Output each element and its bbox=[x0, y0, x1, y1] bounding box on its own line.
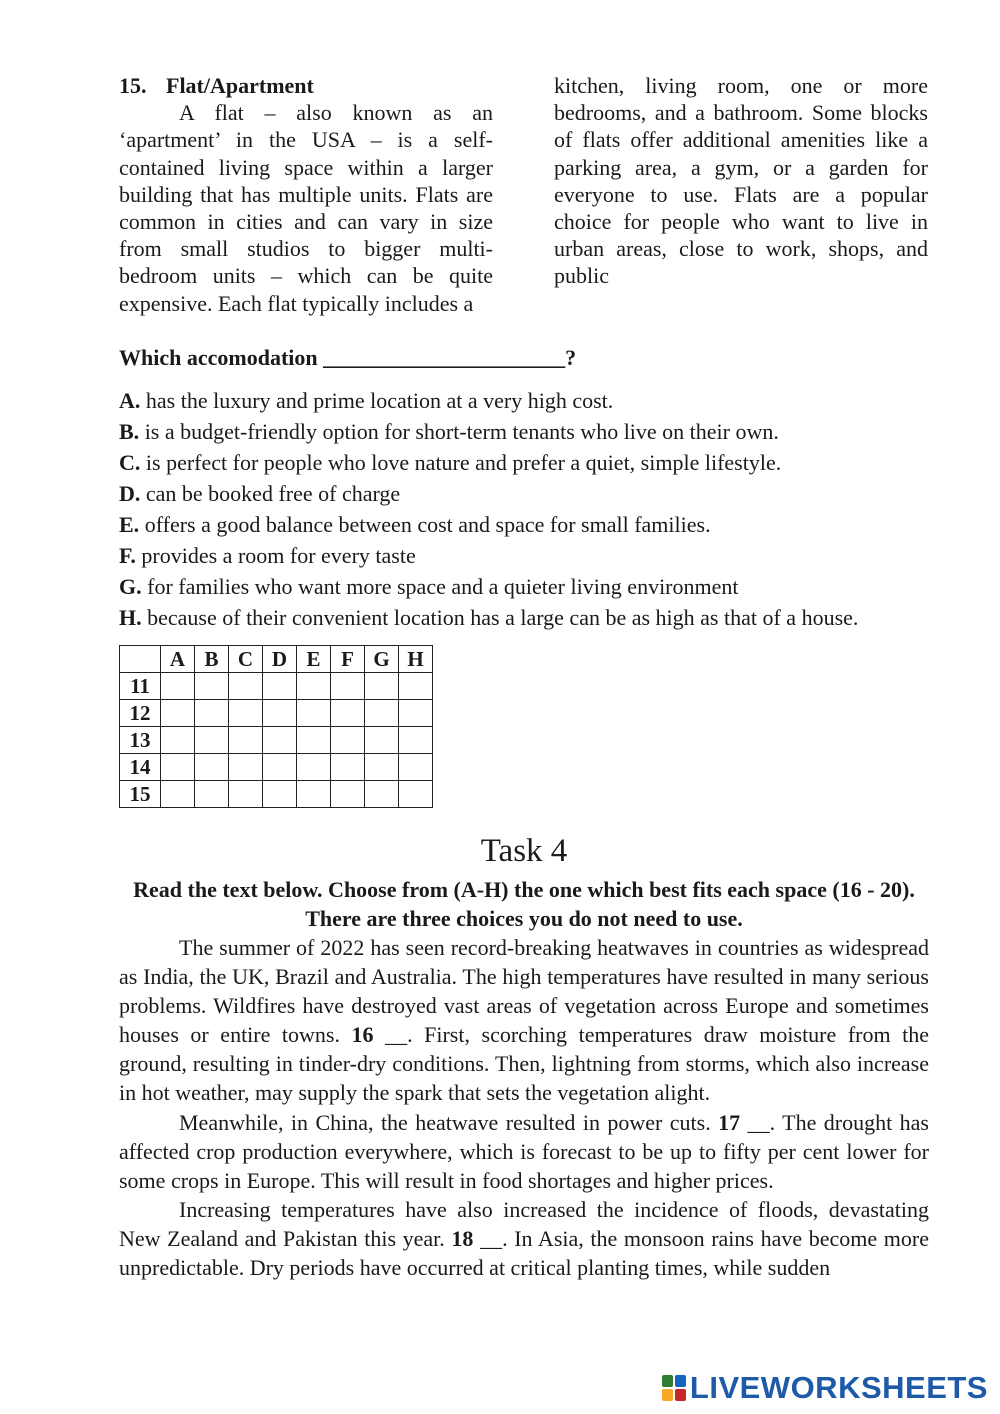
grid-answer-cell[interactable] bbox=[161, 673, 195, 700]
grid-column-header: B bbox=[195, 646, 229, 673]
paragraph-text: Increasing temperatures have also increased the incidence of floods, devastating New Zealand and Pakistan this year. bbox=[119, 1196, 929, 1251]
grid-column-header: E bbox=[297, 646, 331, 673]
logo-text: LIVEWORKSHEETS bbox=[689, 1370, 988, 1405]
grid-column-header: H bbox=[399, 646, 433, 673]
grid-answer-cell[interactable] bbox=[161, 727, 195, 754]
section-number: 15. bbox=[119, 73, 147, 98]
grid-answer-cell[interactable] bbox=[297, 781, 331, 808]
grid-answer-cell[interactable] bbox=[161, 700, 195, 727]
option-b bbox=[119, 417, 939, 448]
grid-row-header: 12 bbox=[120, 700, 161, 727]
grid-answer-cell[interactable] bbox=[365, 754, 399, 781]
task-instructions: Read the text below. Choose from (A-H) the one which best fits each space (16 - 20). There are three choices you do not need to use. bbox=[133, 877, 915, 931]
section-heading bbox=[119, 72, 493, 99]
option-text: offers a good balance between cost and space for small families. bbox=[139, 512, 711, 537]
grid-answer-cell[interactable] bbox=[399, 727, 433, 754]
grid-answer-cell[interactable] bbox=[263, 700, 297, 727]
grid-row bbox=[120, 673, 433, 700]
option-letter: A. bbox=[119, 388, 141, 413]
section-paragraph-right: kitchen, living room, one or more bedrooms, and a bathroom. Some blocks of flats offer additional amenities like a parking area, a gym, or a garden for everyone to use. Flats are a popular choice for people who want to live in urban areas, close to work, shops, and public bbox=[554, 73, 928, 289]
grid-answer-cell[interactable] bbox=[229, 727, 263, 754]
section-15-left-column bbox=[119, 72, 493, 317]
paragraph-text: The summer of 2022 has seen record-breaking heatwaves in countries as widespread as India, the UK, Brazil and Australia. The high temperatures have resulted in many serious problems. Wildfires have destroyed vast areas of vegetation across Europe and sometimes houses or entire towns. bbox=[119, 935, 929, 1048]
grid-answer-cell[interactable] bbox=[331, 673, 365, 700]
option-letter: G. bbox=[119, 574, 142, 599]
grid-row bbox=[120, 727, 433, 754]
logo-square-blue bbox=[675, 1375, 686, 1387]
grid-answer-cell[interactable] bbox=[399, 673, 433, 700]
grid-row-header: 15 bbox=[120, 781, 161, 808]
grid-column-header: A bbox=[161, 646, 195, 673]
grid-answer-cell[interactable] bbox=[161, 754, 195, 781]
grid-answer-cell[interactable] bbox=[263, 673, 297, 700]
grid-row-header: 11 bbox=[120, 673, 161, 700]
grid-answer-cell[interactable] bbox=[331, 781, 365, 808]
question-stem: Which accomodation ______________________? bbox=[119, 345, 577, 370]
grid-answer-cell[interactable] bbox=[229, 673, 263, 700]
option-letter: H. bbox=[119, 605, 142, 630]
option-h bbox=[119, 603, 939, 634]
paragraph-text: . In Asia, the monsoon rains have become more unpredictable. Dry periods have occurred at critical planting times, while sudden bbox=[119, 1225, 929, 1281]
option-text: is perfect for people who love nature and prefer a quiet, simple lifestyle. bbox=[140, 450, 782, 475]
option-letter: B. bbox=[119, 419, 140, 444]
grid-column-header: G bbox=[365, 646, 399, 673]
gap-16-number: 16 bbox=[351, 1022, 374, 1048]
grid-row bbox=[120, 781, 433, 808]
option-letter: E. bbox=[119, 512, 140, 537]
grid-answer-cell[interactable] bbox=[297, 673, 331, 700]
gap-18-number: 18 bbox=[451, 1225, 474, 1251]
grid-answer-cell[interactable] bbox=[195, 781, 229, 808]
paragraph-1 bbox=[119, 933, 929, 1108]
gap-16-blank[interactable]: __ bbox=[385, 1022, 408, 1048]
option-text: for families who want more space and a quieter living environment bbox=[141, 574, 739, 599]
option-c bbox=[119, 448, 939, 479]
grid-answer-cell[interactable] bbox=[297, 727, 331, 754]
grid-answer-cell[interactable] bbox=[195, 727, 229, 754]
grid-answer-cell[interactable] bbox=[331, 700, 365, 727]
answer-grid bbox=[119, 645, 433, 808]
grid-answer-cell[interactable] bbox=[399, 754, 433, 781]
section-paragraph-left: A flat – also known as an ‘apartment’ in the USA – is a self-contained living space within a larger building that has multiple units. Flats are common in cities and can vary in size from small studios to bigger multi-bedroom units – which can be quite expensive. Each flat typically includes a bbox=[119, 100, 493, 316]
logo-square-yellow bbox=[662, 1389, 673, 1401]
option-text: because of their convenient location has a large can be as high as that of a house. bbox=[141, 605, 859, 630]
grid-answer-cell[interactable] bbox=[365, 781, 399, 808]
section-title: Flat/Apartment bbox=[166, 73, 314, 98]
grid-answer-cell[interactable] bbox=[195, 754, 229, 781]
grid-answer-cell[interactable] bbox=[229, 754, 263, 781]
option-text: can be booked free of charge bbox=[140, 481, 401, 506]
logo-square-green bbox=[662, 1375, 673, 1387]
option-g bbox=[119, 572, 939, 603]
grid-header-row bbox=[120, 646, 433, 673]
task-title: Task 4 bbox=[480, 833, 568, 869]
grid-answer-cell[interactable] bbox=[229, 700, 263, 727]
option-text: provides a room for every taste bbox=[135, 543, 416, 568]
liveworksheets-logo bbox=[662, 1370, 988, 1406]
option-f bbox=[119, 541, 939, 572]
grid-answer-cell[interactable] bbox=[331, 727, 365, 754]
grid-answer-cell[interactable] bbox=[399, 700, 433, 727]
grid-answer-cell[interactable] bbox=[161, 781, 195, 808]
grid-row-header: 13 bbox=[120, 727, 161, 754]
reading-text bbox=[119, 933, 929, 1282]
grid-answer-cell[interactable] bbox=[365, 700, 399, 727]
grid-column-header: C bbox=[229, 646, 263, 673]
grid-answer-cell[interactable] bbox=[229, 781, 263, 808]
grid-answer-cell[interactable] bbox=[263, 754, 297, 781]
option-d bbox=[119, 479, 939, 510]
option-text: is a budget-friendly option for short-term tenants who live on their own. bbox=[139, 419, 779, 444]
grid-answer-cell[interactable] bbox=[365, 727, 399, 754]
grid-answer-cell[interactable] bbox=[195, 700, 229, 727]
logo-square-red bbox=[675, 1389, 686, 1401]
grid-column-header: F bbox=[331, 646, 365, 673]
paragraph-text: . The drought has affected crop production everywhere, which is forecast to be up to fifty per cent lower for some crops in Europe. This will result in food shortages and higher prices. bbox=[119, 1109, 929, 1193]
paragraph-text: Meanwhile, in China, the heatwave resulted in power cuts. bbox=[179, 1109, 719, 1135]
gap-17-blank[interactable]: __ bbox=[747, 1109, 770, 1135]
answer-options bbox=[119, 386, 939, 634]
option-letter: F. bbox=[119, 543, 136, 568]
paragraph-text: . First, scorching temperatures draw moisture from the ground, resulting in tinder-dry conditions. Then, lightning from storms, which also increase in hot weather, may supply the spark that sets the vegetation alight. bbox=[119, 1022, 929, 1106]
grid-row bbox=[120, 754, 433, 781]
option-text: has the luxury and prime location at a very high cost. bbox=[140, 388, 614, 413]
grid-answer-cell[interactable] bbox=[399, 781, 433, 808]
option-letter: D. bbox=[119, 481, 141, 506]
paragraph-3 bbox=[119, 1195, 929, 1282]
grid-answer-cell[interactable] bbox=[263, 781, 297, 808]
gap-18-blank[interactable]: __ bbox=[480, 1225, 503, 1251]
option-letter: C. bbox=[119, 450, 141, 475]
grid-answer-cell[interactable] bbox=[263, 727, 297, 754]
grid-row-header: 14 bbox=[120, 754, 161, 781]
option-a bbox=[119, 386, 939, 417]
section-15-right-column bbox=[554, 72, 928, 290]
grid-answer-cell[interactable] bbox=[297, 700, 331, 727]
gap-17-number: 17 bbox=[718, 1109, 741, 1135]
grid-corner-cell bbox=[120, 646, 161, 673]
paragraph-2 bbox=[119, 1108, 929, 1195]
grid-column-header: D bbox=[263, 646, 297, 673]
grid-row bbox=[120, 700, 433, 727]
logo-mark-icon bbox=[662, 1375, 686, 1401]
grid-answer-cell[interactable] bbox=[365, 673, 399, 700]
grid-answer-cell[interactable] bbox=[331, 754, 365, 781]
option-e bbox=[119, 510, 939, 541]
grid-answer-cell[interactable] bbox=[195, 673, 229, 700]
grid-answer-cell[interactable] bbox=[297, 754, 331, 781]
